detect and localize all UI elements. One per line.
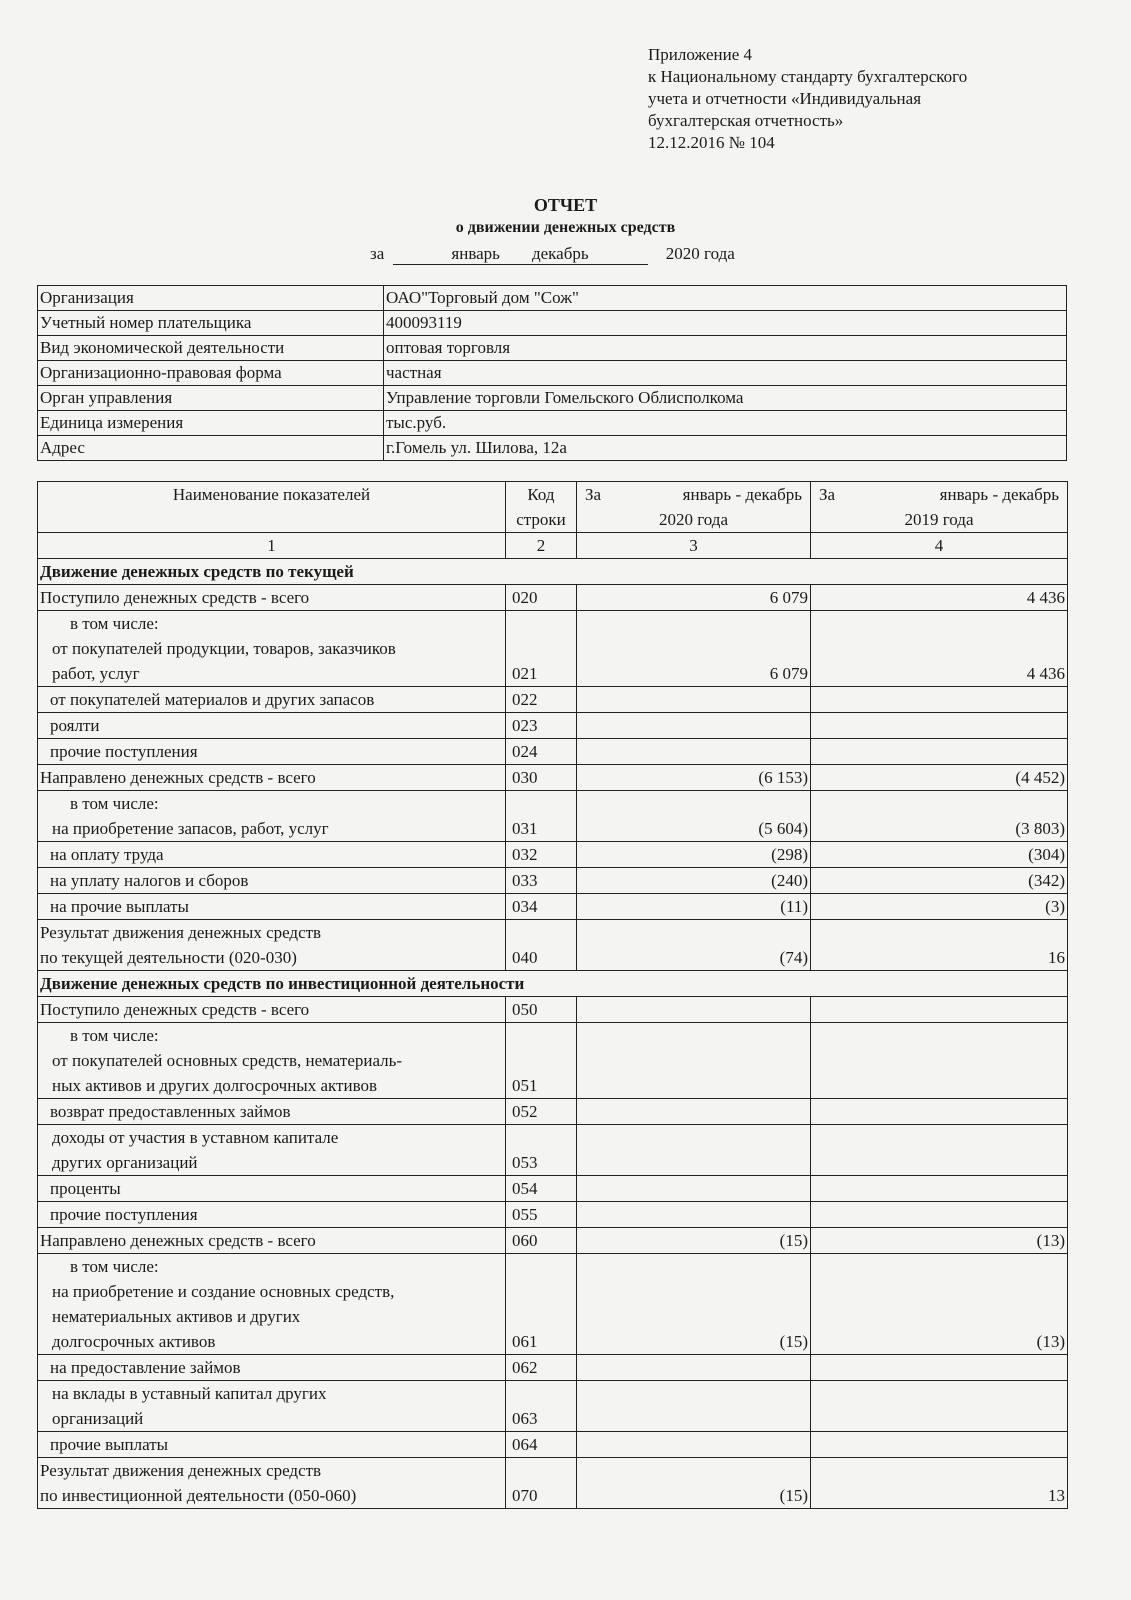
value-2019 <box>811 1355 1068 1381</box>
incl-label: в том числе: <box>70 614 159 633</box>
header-za: За <box>585 485 602 504</box>
row-name: роялти <box>38 713 506 739</box>
column-number-row <box>38 533 1068 559</box>
appendix-line: 12.12.2016 № 104 <box>648 133 775 152</box>
info-value: ОАО"Торговый дом "Сож" <box>384 286 1067 311</box>
value-2020 <box>577 997 811 1023</box>
header-code-line: Код <box>527 485 555 504</box>
table-row <box>38 1125 1068 1176</box>
appendix-note <box>648 44 967 154</box>
row-code: 034 <box>506 894 577 920</box>
row-code: 061 <box>506 1254 577 1355</box>
row-code: 053 <box>506 1125 577 1176</box>
value-2019: (13) <box>811 1228 1068 1254</box>
info-row <box>38 286 1067 311</box>
value-2019 <box>811 1023 1068 1099</box>
value-2019 <box>811 1381 1068 1432</box>
value-2020: (298) <box>577 842 811 868</box>
value-2020 <box>577 1355 811 1381</box>
row-name-line: нематериальных активов и других <box>52 1307 301 1326</box>
value-2020 <box>577 1381 811 1432</box>
header-period: январь - декабрь <box>939 485 1059 504</box>
row-code: 064 <box>506 1432 577 1458</box>
info-value: 400093119 <box>384 311 1067 336</box>
info-label: Организационно-правовая форма <box>38 361 384 386</box>
row-name <box>38 1381 506 1432</box>
value-2019: (4 452) <box>811 765 1068 791</box>
row-name: Поступило денежных средств - всего <box>38 585 506 611</box>
value-2020 <box>577 1099 811 1125</box>
value-2019 <box>811 1176 1068 1202</box>
incl-label: в том числе: <box>70 1257 159 1276</box>
table-row <box>38 1176 1068 1202</box>
info-value: Управление торговли Гомельского Облисполкома <box>384 386 1067 411</box>
row-code: 062 <box>506 1355 577 1381</box>
row-name <box>38 791 506 842</box>
table-row <box>38 842 1068 868</box>
row-code: 040 <box>506 920 577 971</box>
value-2020: (11) <box>577 894 811 920</box>
row-name-line: от покупателей основных средств, нематериаль- <box>52 1051 403 1070</box>
column-number: 4 <box>811 533 1068 559</box>
column-number: 1 <box>38 533 506 559</box>
row-name-line: по инвестиционной деятельности (050-060) <box>40 1486 357 1505</box>
row-name-line: долгосрочных активов <box>52 1332 216 1351</box>
value-2020: (5 604) <box>577 791 811 842</box>
appendix-line: к Национальному стандарту бухгалтерского <box>648 67 968 86</box>
row-code: 030 <box>506 765 577 791</box>
appendix-line: Приложение 4 <box>648 45 752 64</box>
row-name <box>38 1125 506 1176</box>
row-name <box>38 611 506 687</box>
table-row <box>38 1099 1068 1125</box>
info-row <box>38 361 1067 386</box>
value-2020 <box>577 687 811 713</box>
value-2020: (15) <box>577 1228 811 1254</box>
info-row <box>38 386 1067 411</box>
value-2019 <box>811 1125 1068 1176</box>
period-range <box>393 244 648 265</box>
value-2019: (304) <box>811 842 1068 868</box>
value-2019 <box>811 1432 1068 1458</box>
table-row <box>38 687 1068 713</box>
table-row <box>38 868 1068 894</box>
table-row <box>38 1228 1068 1254</box>
cash-flow-table <box>37 481 1068 1509</box>
row-code: 054 <box>506 1176 577 1202</box>
row-name <box>38 1023 506 1099</box>
value-2019 <box>811 1202 1068 1228</box>
value-2019 <box>811 713 1068 739</box>
row-name: возврат предоставленных займов <box>38 1099 506 1125</box>
value-2019: 16 <box>811 920 1068 971</box>
section-title: Движение денежных средств по текущей <box>38 559 1068 585</box>
row-name-line: Результат движения денежных средств <box>40 1461 322 1480</box>
report-period <box>370 244 735 265</box>
value-2019: 13 <box>811 1458 1068 1509</box>
row-name: на оплату труда <box>38 842 506 868</box>
info-row <box>38 436 1067 461</box>
appendix-line: учета и отчетности «Индивидуальная <box>648 89 922 108</box>
row-code: 060 <box>506 1228 577 1254</box>
table-row <box>38 1355 1068 1381</box>
row-code: 032 <box>506 842 577 868</box>
header-za: За <box>819 485 836 504</box>
info-label: Адрес <box>38 436 384 461</box>
row-name <box>38 1254 506 1355</box>
info-value: частная <box>384 361 1067 386</box>
organization-info-table <box>37 285 1067 461</box>
row-name <box>38 1458 506 1509</box>
column-number: 2 <box>506 533 577 559</box>
header-code-line: строки <box>516 510 566 529</box>
period-from: январь <box>451 244 500 263</box>
row-name: Поступило денежных средств - всего <box>38 997 506 1023</box>
value-2019: 4 436 <box>811 585 1068 611</box>
value-2019 <box>811 997 1068 1023</box>
row-name-line: по текущей деятельности (020-030) <box>40 948 297 967</box>
report-subtitle: о движении денежных средств <box>455 219 676 236</box>
table-row <box>38 894 1068 920</box>
row-code: 024 <box>506 739 577 765</box>
row-name: прочие поступления <box>38 739 506 765</box>
info-value: тыс.руб. <box>384 411 1067 436</box>
value-2020 <box>577 1432 811 1458</box>
value-2020 <box>577 1176 811 1202</box>
value-2020 <box>577 1202 811 1228</box>
row-name-line: других организаций <box>52 1153 198 1172</box>
period-prefix: за <box>370 244 385 263</box>
row-name-line: на приобретение запасов, работ, услуг <box>52 819 329 838</box>
info-row <box>38 336 1067 361</box>
info-label: Вид экономической деятельности <box>38 336 384 361</box>
table-row <box>38 1458 1068 1509</box>
row-code: 063 <box>506 1381 577 1432</box>
section-row <box>38 971 1068 997</box>
row-name-line: на приобретение и создание основных средств, <box>52 1282 395 1301</box>
value-2020: (15) <box>577 1254 811 1355</box>
value-2019: 4 436 <box>811 611 1068 687</box>
table-header-row <box>38 482 1068 533</box>
row-name: на уплату налогов и сборов <box>38 868 506 894</box>
table-row <box>38 791 1068 842</box>
table-row <box>38 585 1068 611</box>
table-row <box>38 713 1068 739</box>
header-year: 2019 года <box>904 510 974 529</box>
value-2020: 6 079 <box>577 585 811 611</box>
row-code: 021 <box>506 611 577 687</box>
section-title: Движение денежных средств по инвестиционной деятельности <box>38 971 1068 997</box>
row-code: 022 <box>506 687 577 713</box>
row-name <box>38 920 506 971</box>
value-2019: (3 803) <box>811 791 1068 842</box>
row-code: 033 <box>506 868 577 894</box>
value-2020: (74) <box>577 920 811 971</box>
column-number: 3 <box>577 533 811 559</box>
table-row <box>38 997 1068 1023</box>
row-name: прочие поступления <box>38 1202 506 1228</box>
header-2019 <box>811 482 1068 533</box>
value-2019 <box>811 687 1068 713</box>
row-name: Направлено денежных средств - всего <box>38 765 506 791</box>
row-code: 023 <box>506 713 577 739</box>
row-name-line: работ, услуг <box>52 664 140 683</box>
value-2020 <box>577 739 811 765</box>
period-to: декабрь <box>531 244 589 263</box>
value-2020: 6 079 <box>577 611 811 687</box>
info-row <box>38 311 1067 336</box>
incl-label: в том числе: <box>70 1026 159 1045</box>
row-name: на прочие выплаты <box>38 894 506 920</box>
row-code: 051 <box>506 1023 577 1099</box>
header-period: январь - декабрь <box>682 485 802 504</box>
row-name-line: ных активов и других долгосрочных активов <box>52 1076 378 1095</box>
row-name-line: от покупателей продукции, товаров, заказчиков <box>52 639 396 658</box>
table-row <box>38 1432 1068 1458</box>
info-label: Единица измерения <box>38 411 384 436</box>
period-year: 2020 года <box>665 244 735 263</box>
value-2019: (13) <box>811 1254 1068 1355</box>
table-row <box>38 1381 1068 1432</box>
row-code: 020 <box>506 585 577 611</box>
row-name-line: организаций <box>52 1409 144 1428</box>
value-2020: (240) <box>577 868 811 894</box>
row-name: прочие выплаты <box>38 1432 506 1458</box>
value-2019 <box>811 1099 1068 1125</box>
row-name: Направлено денежных средств - всего <box>38 1228 506 1254</box>
info-label: Организация <box>38 286 384 311</box>
value-2020: (15) <box>577 1458 811 1509</box>
row-name: на предоставление займов <box>38 1355 506 1381</box>
info-label: Орган управления <box>38 386 384 411</box>
row-code: 052 <box>506 1099 577 1125</box>
value-2020 <box>577 713 811 739</box>
row-code: 055 <box>506 1202 577 1228</box>
section-row <box>38 559 1068 585</box>
table-row <box>38 1254 1068 1355</box>
row-name: проценты <box>38 1176 506 1202</box>
appendix-line: бухгалтерская отчетность» <box>648 111 844 130</box>
row-name-line: на вклады в уставный капитал других <box>52 1384 327 1403</box>
info-label: Учетный номер плательщика <box>38 311 384 336</box>
header-2020 <box>577 482 811 533</box>
row-name: от покупателей материалов и других запасов <box>38 687 506 713</box>
table-row <box>38 1023 1068 1099</box>
row-name-line: Результат движения денежных средств <box>40 923 322 942</box>
info-value: оптовая торговля <box>384 336 1067 361</box>
table-row <box>38 739 1068 765</box>
value-2020 <box>577 1023 811 1099</box>
table-row <box>38 1202 1068 1228</box>
table-row <box>38 765 1068 791</box>
header-name: Наименование показателей <box>38 482 506 533</box>
info-value: г.Гомель ул. Шилова, 12а <box>384 436 1067 461</box>
report-title: ОТЧЕТ <box>533 195 598 215</box>
row-name-line: доходы от участия в уставном капитале <box>52 1128 339 1147</box>
table-row <box>38 611 1068 687</box>
value-2020 <box>577 1125 811 1176</box>
value-2020: (6 153) <box>577 765 811 791</box>
row-code: 031 <box>506 791 577 842</box>
table-row <box>38 920 1068 971</box>
row-code: 050 <box>506 997 577 1023</box>
value-2019 <box>811 739 1068 765</box>
incl-label: в том числе: <box>70 794 159 813</box>
info-row <box>38 411 1067 436</box>
value-2019: (342) <box>811 868 1068 894</box>
value-2019: (3) <box>811 894 1068 920</box>
header-year: 2020 года <box>658 510 728 529</box>
row-code: 070 <box>506 1458 577 1509</box>
header-code <box>506 482 577 533</box>
